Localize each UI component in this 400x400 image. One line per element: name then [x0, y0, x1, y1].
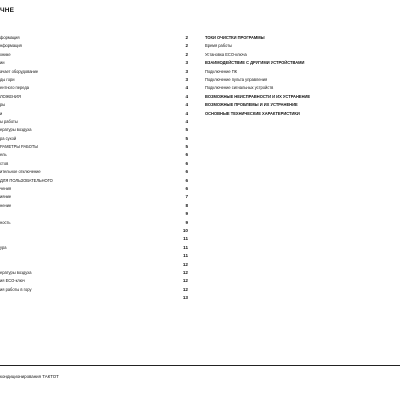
toc-entry-page-number: 2 [185, 35, 188, 40]
toc-entry[interactable] [0, 84, 192, 92]
toc-entry[interactable] [0, 118, 192, 126]
toc-entry[interactable] [0, 143, 192, 151]
toc-entry-page-number: 4 [185, 110, 188, 116]
toc-entry-label: ТОКИ ОЧИСТКИ ПРОГРАММЫ [205, 35, 265, 40]
toc-entry-label: ВОЗМОЖНЫЕ ПРОБЛЕМЫ И ИХ УСТРАНЕНИЕ [205, 102, 298, 108]
toc-entry-page-number: 3 [185, 60, 188, 66]
toc-entry[interactable] [0, 202, 192, 210]
toc-entry[interactable] [0, 210, 192, 218]
toc-entry[interactable] [205, 101, 395, 109]
toc-entry-page-number: 7 [185, 194, 188, 200]
toc-entry-page-number: 4 [185, 85, 188, 91]
toc-entry-page-number: 2 [185, 43, 188, 49]
toc-entry-label: Подключение сигнальных устройств [205, 85, 274, 91]
toc-title: ЧНЕ [0, 7, 15, 14]
footer-text: кондиционирования ТАКТОТ [0, 374, 59, 379]
toc-entry-label: нформация [0, 43, 22, 49]
toc-entry[interactable] [205, 84, 395, 92]
toc-entry-page-number: 12 [182, 278, 188, 284]
toc-entry-page-number: 6 [185, 169, 188, 175]
toc-entry-page-number: 12 [182, 261, 188, 267]
toc-entry-label: ОСНОВНЫЕ ТЕХНИЧЕСКИЕ ХАРАКТЕРИСТИКИ [205, 110, 300, 116]
toc-right-column [205, 34, 395, 118]
toc-entry-page-number: 12 [182, 269, 188, 275]
toc-entry-page-number: 12 [182, 286, 188, 292]
toc-entry-page-number: 13 [182, 295, 188, 301]
toc-entry[interactable] [0, 235, 192, 243]
toc-entry[interactable] [0, 252, 192, 260]
toc-entry-page-number: 5 [185, 135, 188, 141]
toc-entry-page-number: 4 [185, 102, 188, 108]
toc-entry-label: ературы воздуха [0, 269, 32, 275]
toc-entry[interactable] [0, 110, 192, 118]
toc-entry[interactable] [0, 177, 192, 185]
toc-entry-label: ия ЕСО-ключ [0, 278, 25, 284]
toc-entry[interactable] [0, 168, 192, 176]
toc-entry[interactable] [0, 34, 192, 42]
toc-entry-label: ии [0, 60, 5, 66]
toc-entry-label: чения [0, 186, 12, 192]
toc-entry-label: ель [0, 152, 7, 158]
toc-entry-label: ия работы в гору [0, 286, 32, 292]
toc-entry-label: и [0, 110, 3, 116]
toc-entry[interactable] [0, 286, 192, 294]
toc-entry-page-number: 4 [185, 118, 188, 124]
toc-entry[interactable] [205, 42, 395, 50]
toc-entry-page-number: 9 [185, 219, 188, 225]
toc-entry[interactable] [205, 93, 395, 101]
toc-entry[interactable] [0, 261, 192, 269]
toc-entry-page-number: 4 [185, 93, 188, 99]
toc-entry-page-number: 6 [185, 177, 188, 183]
toc-entry[interactable] [0, 42, 192, 50]
toc-entry[interactable] [0, 294, 192, 302]
toc-entry[interactable] [0, 126, 192, 134]
toc-left-column [0, 34, 192, 303]
toc-entry-label: ературы воздуха [0, 127, 32, 133]
toc-entry-label: Подключение пульта управления [205, 76, 268, 82]
toc-entry-page-number: 6 [185, 160, 188, 166]
toc-entry-page-number: 3 [185, 68, 188, 74]
toc-entry[interactable] [205, 76, 395, 84]
toc-entry-page-number: 5 [185, 127, 188, 133]
toc-entry-label: ВЗАИМОДЕЙСТВИЕ С ДРУГИМИ УСТРОЙСТВАМИ [205, 60, 305, 66]
toc-entry-label: ра сухой [0, 135, 17, 141]
toc-entry-label: ияние [0, 194, 12, 200]
toc-entry[interactable] [0, 185, 192, 193]
toc-entry-label: ДЛЯ ПОЛЬЗОВАТЕЛЬНОГО [0, 177, 53, 183]
toc-entry-label: ЛОЖЕНИЯ [0, 93, 21, 99]
toc-entry-page-number: 10 [182, 227, 188, 233]
toc-entry-label: ды гори [0, 76, 15, 82]
toc-entry[interactable] [0, 59, 192, 67]
toc-entry-label: формация [0, 35, 20, 40]
toc-entry-label: Установка ECO-ключа [205, 51, 247, 57]
toc-entry-label: нение [0, 202, 12, 208]
toc-entry[interactable] [0, 51, 192, 59]
toc-entry[interactable] [205, 59, 395, 67]
toc-entry-label: ность [0, 219, 11, 225]
toc-entry[interactable] [205, 51, 395, 59]
toc-entry-page-number: 5 [185, 144, 188, 150]
toc-entry[interactable] [0, 76, 192, 84]
footer-divider [0, 365, 400, 366]
toc-entry[interactable] [0, 219, 192, 227]
toc-entry-label: ура [0, 244, 7, 250]
toc-entry-label: ачает оборудование [0, 68, 39, 74]
toc-entry[interactable] [0, 244, 192, 252]
toc-entry[interactable] [205, 68, 395, 76]
toc-entry-page-number: 2 [185, 51, 188, 57]
toc-entry-label: ентного переда [0, 85, 30, 91]
toc-entry-label: ы работы [0, 118, 18, 124]
toc-entry[interactable] [0, 277, 192, 285]
toc-entry-label: хнике [0, 51, 11, 57]
toc-entry[interactable] [0, 227, 192, 235]
toc-entry-label: ры [0, 102, 6, 108]
toc-entry[interactable] [0, 269, 192, 277]
toc-entry[interactable] [0, 151, 192, 159]
toc-entry[interactable] [0, 93, 192, 101]
toc-entry-page-number: 6 [185, 152, 188, 158]
toc-entry-page-number: 11 [183, 236, 188, 242]
toc-entry[interactable] [205, 34, 395, 42]
toc-entry[interactable] [0, 101, 192, 109]
toc-entry-page-number: 9 [185, 211, 188, 217]
toc-entry-label: ительное отключение [0, 169, 41, 175]
toc-entry-page-number: 11 [183, 244, 188, 250]
toc-entry-page-number: 8 [185, 202, 188, 208]
toc-entry-page-number: 6 [185, 186, 188, 192]
toc-entry-label: Подключение ПК [205, 68, 237, 74]
toc-entry-label: стов [0, 160, 9, 166]
toc-entry[interactable] [0, 160, 192, 168]
toc-entry-label: Время работы [205, 43, 232, 49]
toc-entry-page-number: 11 [183, 253, 188, 259]
toc-entry-label: РАМЕТРЫ РАБОТЫ [0, 144, 38, 150]
toc-entry[interactable] [0, 135, 192, 143]
toc-entry[interactable] [205, 110, 395, 118]
toc-entry[interactable] [0, 68, 192, 76]
toc-entry[interactable] [0, 193, 192, 201]
toc-entry-page-number: 3 [185, 76, 188, 82]
toc-entry-label: ВОЗМОЖНЫЕ НЕИСПРАВНОСТИ И ИХ УСТРАНЕНИЕ [205, 93, 311, 99]
